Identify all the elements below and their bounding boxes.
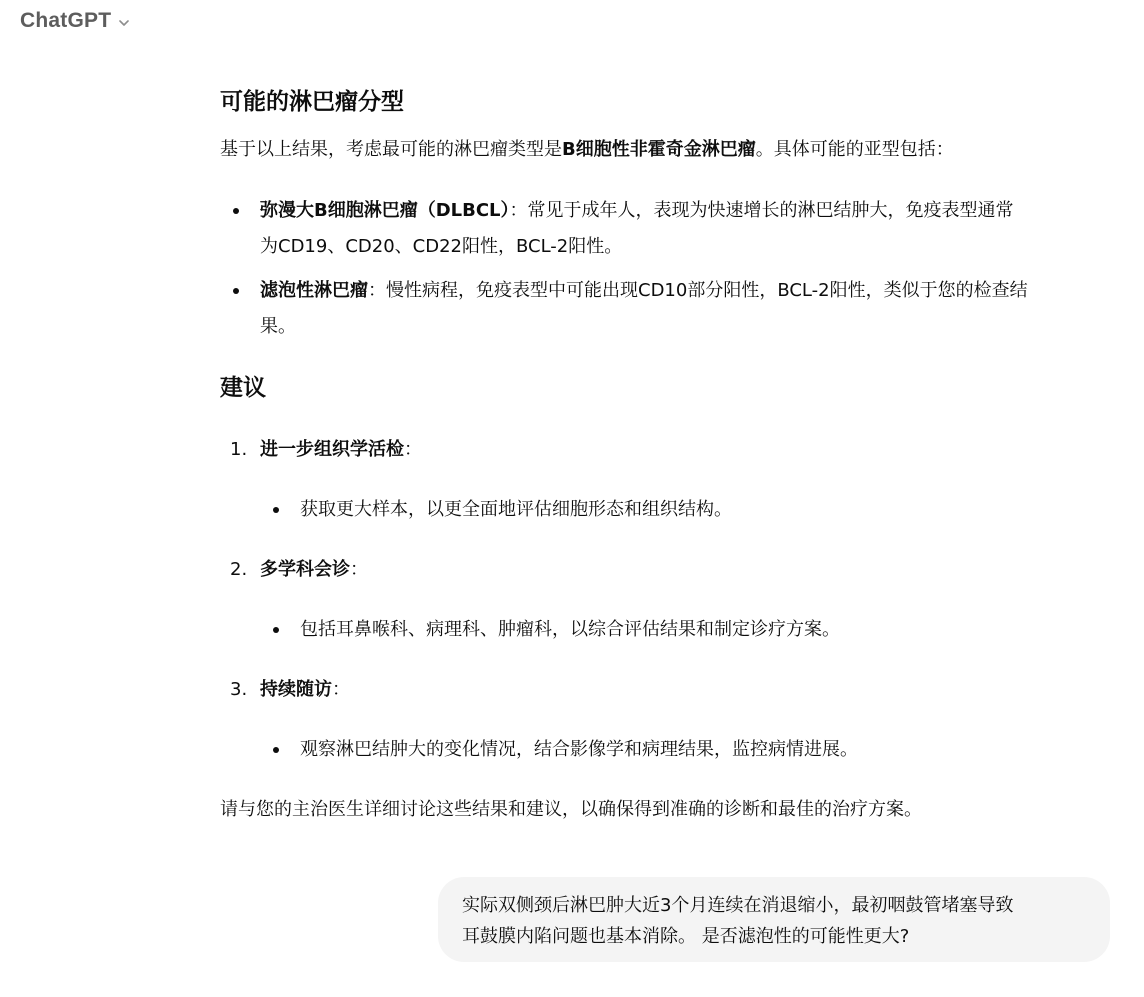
intro-suffix: 。具体可能的亚型包括：: [755, 139, 954, 160]
user-message-bubble: [438, 877, 1110, 962]
bullet-dot: [233, 288, 239, 294]
subtype-desc-line1: ：慢性病程，免疫表型中可能出现CD10部分阳性，BCL-2阳性，类似于您的检查结: [368, 280, 1028, 301]
chevron-down-icon: [117, 16, 131, 30]
recommendation-title-row: [260, 675, 350, 705]
user-message-line2: 耳鼓膜内陷问题也基本消除。 是否滤泡性的可能性更大?: [462, 926, 910, 947]
list-item-subtype-dlbcl: [260, 193, 1120, 265]
closing-paragraph: 请与您的主治医生详细讨论这些结果和建议，以确保得到准确的诊断和最佳的治疗方案。: [220, 799, 922, 820]
recommendation-detail: 观察淋巴结肿大的变化情况，结合影像学和病理结果，监控病情进展。: [300, 739, 858, 760]
user-message-line1: 实际双侧颈后淋巴肿大近3个月连续在消退缩小，最初咽鼓管堵塞导致: [462, 895, 1014, 916]
intro-paragraph: [220, 135, 954, 165]
list-number: 3.: [230, 679, 248, 700]
model-selector[interactable]: [20, 6, 131, 36]
subtype-desc-line1: ：常见于成年人，表现为快速增长的淋巴结肿大，免疫表型通常: [509, 200, 1014, 221]
recommendation-title: 多学科会诊: [260, 559, 350, 580]
subtype-name: 弥漫大B细胞淋巴瘤（DLBCL）: [260, 200, 510, 221]
intro-prefix: 基于以上结果，考虑最可能的淋巴瘤类型是: [220, 139, 562, 160]
subtype-desc-line2: 为CD19、CD20、CD22阳性，BCL-2阳性。: [260, 236, 623, 257]
intro-bold: B细胞性非霍奇金淋巴瘤: [562, 139, 756, 160]
bullet-dot: [233, 208, 239, 214]
list-item-subtype-follicular: [260, 273, 1140, 345]
section-title-recommendations: 建议: [220, 375, 266, 401]
bullet-dot: [273, 507, 279, 513]
recommendation-title: 持续随访: [260, 679, 332, 700]
colon: ：: [332, 679, 350, 700]
bullet-dot: [273, 747, 279, 753]
bullet-dot: [273, 627, 279, 633]
colon: ：: [404, 439, 422, 460]
colon: ：: [350, 559, 368, 580]
subtype-name: 滤泡性淋巴瘤: [260, 280, 368, 301]
subtype-desc-line2: 果。: [260, 316, 296, 337]
list-number: 2.: [230, 559, 248, 580]
recommendation-title-row: [260, 555, 368, 585]
recommendation-detail: 获取更大样本，以更全面地评估细胞形态和组织结构。: [300, 499, 732, 520]
recommendation-title: 进一步组织学活检: [260, 439, 404, 460]
list-number: 1.: [230, 439, 248, 460]
section-title-lymphoma-types: 可能的淋巴瘤分型: [220, 89, 404, 115]
app-name: ChatGPT: [20, 9, 112, 32]
recommendation-detail: 包括耳鼻喉科、病理科、肿瘤科，以综合评估结果和制定诊疗方案。: [300, 619, 840, 640]
recommendation-title-row: [260, 435, 422, 465]
